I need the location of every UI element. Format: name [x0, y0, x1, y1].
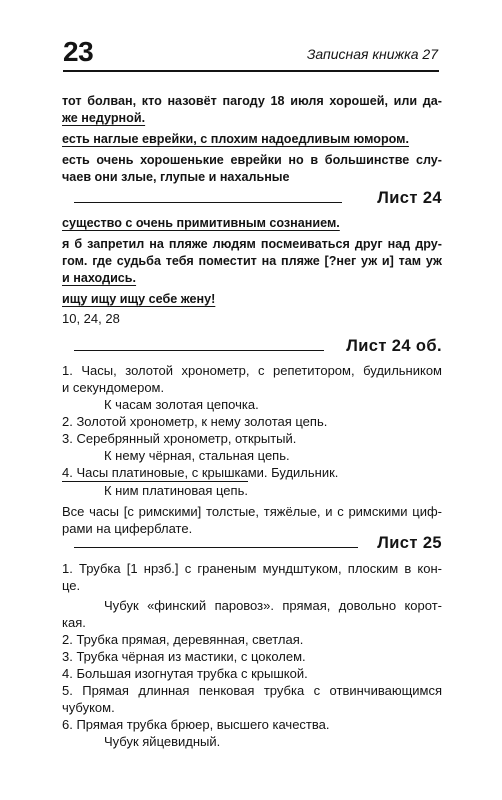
text-line: чубуком. [62, 700, 115, 715]
text-line [62, 215, 442, 232]
text-line: гом. где судьба тебя поместит на пляже [?нег уж и] там уж [62, 254, 442, 268]
sheet-title: Лист 25 [377, 534, 442, 552]
underlined-text: ищу ищу ищу себе жену! [62, 292, 216, 306]
text-line: тот болван, кто назовёт пагоду 18 июля хорошей, или да- [62, 94, 442, 108]
text-line: 4. Часы платиновые, с крышками. Будильник. [62, 465, 339, 480]
text-line: 2. Золотой хронометр, к нему золотая цепь. [62, 414, 328, 429]
page-number: 23 [63, 36, 94, 67]
heading-rule [74, 547, 358, 548]
text-line: 1. Часы, золотой хронометр, с репетитором, будильником [62, 363, 442, 378]
text-line [62, 131, 442, 148]
underlined-text: К ним платиновая цепь. [62, 481, 248, 499]
text-line: рами на циферблате. [62, 521, 193, 536]
text-line: 3. Серебрянный хронометр, открытый. [62, 431, 297, 446]
text-line: К нему чёрная, стальная цепь. [104, 448, 290, 463]
text-line: Чубук «финский паровоз». прямая, довольно корот- [104, 598, 442, 613]
sheet-24-heading [62, 186, 442, 208]
text-line: чаев они злые, глупые и нахальные [62, 170, 290, 184]
underlined-text: и находись. [62, 271, 137, 285]
sheet-24ob-content [62, 362, 442, 537]
text-line: 4. Большая изогнутая трубка с крышкой. [62, 666, 308, 681]
heading-rule [74, 202, 342, 203]
running-head: Записная книжка 27 [306, 46, 438, 62]
header-rule [63, 70, 439, 72]
sheet-24-content [62, 215, 442, 327]
text-line: 10, 24, 28 [62, 311, 120, 326]
text-line [62, 270, 442, 287]
text-line: 5. Прямая длинная пенковая трубка с отвинчивающимся [62, 683, 442, 698]
text-line: Чубук яйцевидный. [104, 734, 221, 749]
underlined-text: существо с очень примитивным сознанием. [62, 216, 340, 230]
text-line [34, 481, 248, 499]
text-line: я б запретил на пляже людям посмеиваться друг над дру- [62, 237, 442, 251]
sheet-24ob-heading [62, 334, 442, 356]
text-line: К часам золотая цепочка. [104, 397, 259, 412]
sheet-25-heading [62, 531, 442, 553]
sheet-title: Лист 24 об. [346, 337, 442, 355]
text-line: есть очень хорошенькие еврейки но в большинстве слу- [62, 153, 442, 167]
heading-rule [74, 350, 324, 351]
text-line: 2. Трубка прямая, деревянная, светлая. [62, 632, 304, 647]
sheet-title: Лист 24 [377, 189, 442, 207]
underlined-text: есть наглые еврейки, с плохим надоедливым юмором. [62, 132, 409, 146]
underlined-text: же недурной. [62, 111, 146, 125]
text-line: це. [62, 578, 81, 593]
text-line: 1. Трубка [1 нрзб.] с граненым мундштуком, плоским в кон- [62, 561, 442, 576]
text-line: и секундомером. [62, 380, 165, 395]
text-line [62, 291, 442, 308]
text-line: 6. Прямая трубка брюер, высшего качества. [62, 717, 330, 732]
sheet-25-content [62, 560, 442, 750]
text-line: Все часы [с римскими] толстые, тяжёлые, и с римскими циф- [62, 504, 442, 519]
text-line [62, 110, 442, 127]
text-line: кая. [62, 615, 86, 630]
text-line: 3. Трубка чёрная из мастики, с цоколем. [62, 649, 306, 664]
notes-block-1 [62, 93, 442, 186]
